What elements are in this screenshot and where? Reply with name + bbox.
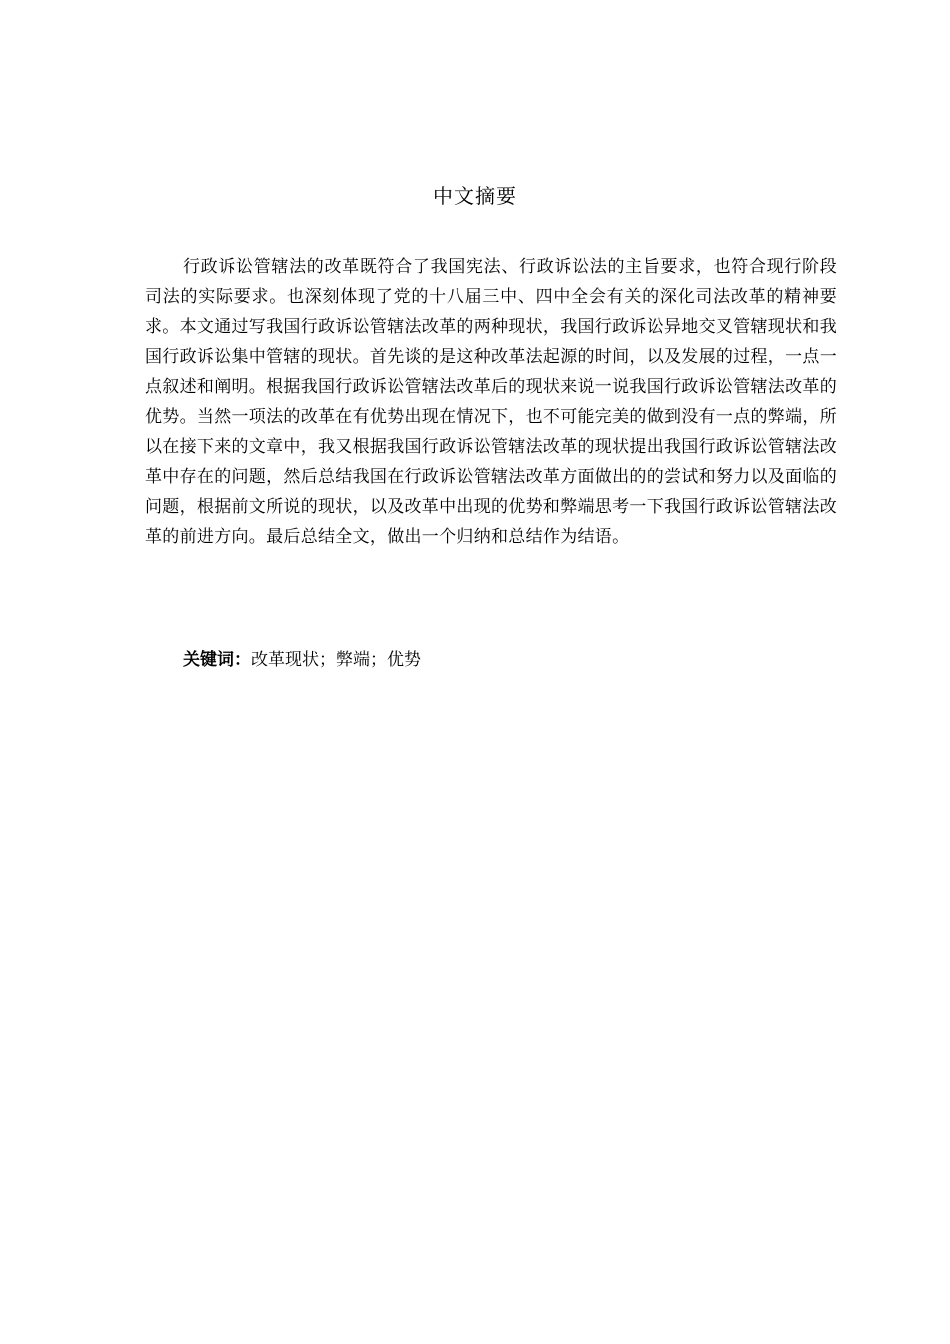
abstract-paragraph: 行政诉讼管辖法的改革既符合了我国宪法、行政诉讼法的主旨要求，也符合现行阶段司法的实际要求。也深刻体现了党的十八届三中、四中全会有关的深化司法改革的精神要求。本文通过写我国行政诉讼管辖法改革的两种现状，我国行政诉讼异地交叉管辖现状和我国行政诉讼集中管辖的现状。首先谈的是这种改革法起源的时间，以及发展的过程，一点一点叙述和阐明。根据我国行政诉讼管辖法改革后的现状来说一说我国行政诉讼管辖法改革的优势。当然一项法的改革在有优势出现在情况下，也不可能完美的做到没有一点的弊端，所以在接下来的文章中，我又根据我国行政诉讼管辖法改革的现状提出我国行政诉讼管辖法改革中存在的问题，然后总结我国在行政诉讼管辖法改革方面做出的的尝试和努力以及面临的问题，根据前文所说的现状，以及改革中出现的优势和弊端思考一下我国行政诉讼管辖法改革的前进方向。最后总结全文，做出一个归纳和总结作为结语。 bbox=[145, 257, 837, 547]
keywords-label: 关键词： bbox=[183, 650, 251, 670]
keywords-line bbox=[183, 645, 837, 675]
page-title: 中文摘要 bbox=[433, 184, 517, 208]
keywords-value: 改革现状；弊端；优势 bbox=[251, 650, 421, 670]
